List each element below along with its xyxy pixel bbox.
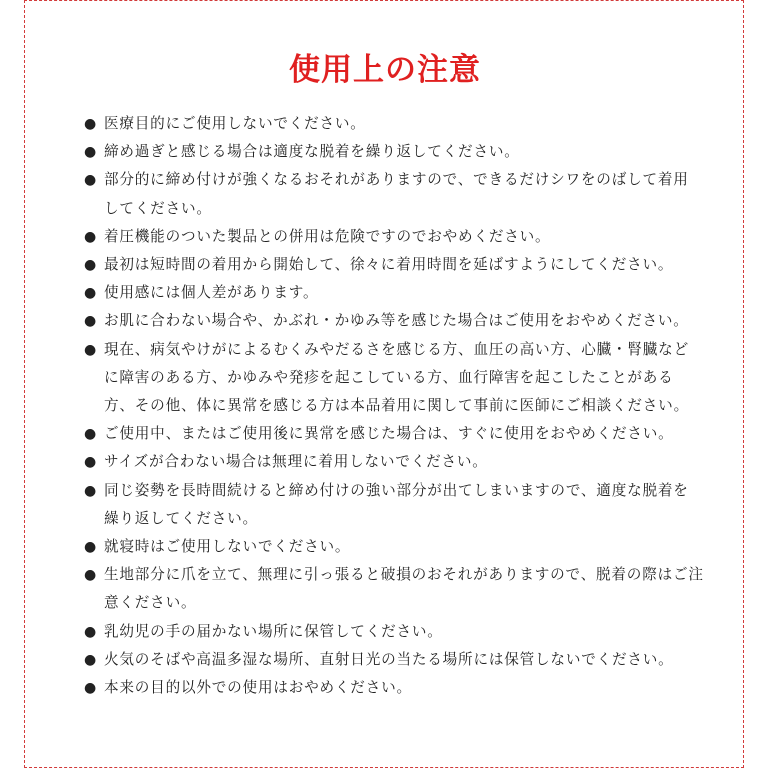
bullet-icon: ●: [84, 341, 98, 358]
list-item-text: 火気のそばや高温多湿な場所、直射日光の当たる場所には保管しないでください。: [104, 650, 674, 668]
list-item: [84, 420, 704, 448]
bullet-icon: ●: [84, 539, 98, 556]
list-item-text: 着圧機能のついた製品との併用は危険ですのでおやめください。: [104, 227, 551, 245]
list-item: [84, 646, 704, 674]
list-item-text: 最初は短時間の着用から開始して、徐々に着用時間を延ばすようにしてください。: [104, 256, 674, 274]
list-item-text: 生地部分に爪を立て、無理に引っ張ると破損のおそれがありますので、脱着の際はご注意ください。: [104, 566, 704, 612]
list-item: [84, 561, 704, 617]
list-item-text: ご使用中、またはご使用後に異常を感じた場合は、すぐに使用をおやめください。: [104, 425, 674, 443]
bullet-icon: ●: [84, 257, 98, 274]
list-item-text: 乳幼児の手の届かない場所に保管してください。: [104, 622, 443, 640]
bullet-icon: ●: [84, 116, 98, 132]
bullet-icon: ●: [84, 313, 98, 330]
list-item-text: 部分的に締め付けが強くなるおそれがありますので、できるだけシワをのばして着用してください。: [104, 171, 689, 217]
bullet-icon: ●: [84, 482, 98, 499]
list-item: [84, 477, 704, 533]
list-item: [84, 307, 704, 335]
bullet-icon: ●: [84, 285, 98, 302]
caution-list: [84, 110, 704, 702]
list-item: [84, 533, 704, 561]
list-item: [84, 166, 704, 222]
bullet-icon: ●: [84, 651, 98, 668]
list-item-text: サイズが合わない場合は無理に着用しないでください。: [104, 453, 488, 471]
list-item: [84, 674, 704, 702]
list-item-text: 締め過ぎと感じる場合は適度な脱着を繰り返してください。: [104, 143, 520, 161]
bullet-icon: ●: [84, 144, 98, 161]
list-item-text: お肌に合わない場合や、かぶれ・かゆみ等を感じた場合はご使用をおやめください。: [104, 312, 689, 330]
list-item: [84, 618, 704, 646]
list-item-text: 就寝時はご使用しないでください。: [104, 538, 351, 556]
bullet-icon: ●: [84, 228, 98, 245]
bullet-icon: ●: [84, 567, 98, 584]
list-item-text: 本来の目的以外での使用はおやめください。: [104, 679, 412, 697]
list-item-text: 同じ姿勢を長時間続けると締め付けの強い部分が出てしまいますので、適度な脱着を繰り返してください。: [104, 481, 689, 527]
bullet-icon: ●: [84, 426, 98, 443]
list-item: [84, 223, 704, 251]
list-item: [84, 251, 704, 279]
list-item: [84, 279, 704, 307]
bullet-icon: ●: [84, 623, 98, 640]
bullet-icon: ●: [84, 172, 98, 189]
list-item: [84, 336, 704, 421]
list-item-text: 現在、病気やけがによるむくみやだるさを感じる方、血圧の高い方、心臓・腎臓などに障害のある方、かゆみや発疹を起こしている方、血行障害を起こしたことがある方、その他、体に異常を感じる方は本品着用に関して事前に医師にご相談ください。: [104, 340, 689, 415]
bullet-icon: ●: [84, 680, 98, 697]
list-item: [84, 448, 704, 476]
page-title: 使用上の注意: [289, 52, 481, 88]
list-item-text: 使用感には個人差があります。: [104, 284, 319, 302]
list-item-text: 医療目的にご使用しないでください。: [104, 115, 366, 132]
list-item: [84, 138, 704, 166]
bullet-icon: ●: [84, 454, 98, 471]
list-item: [84, 110, 704, 138]
